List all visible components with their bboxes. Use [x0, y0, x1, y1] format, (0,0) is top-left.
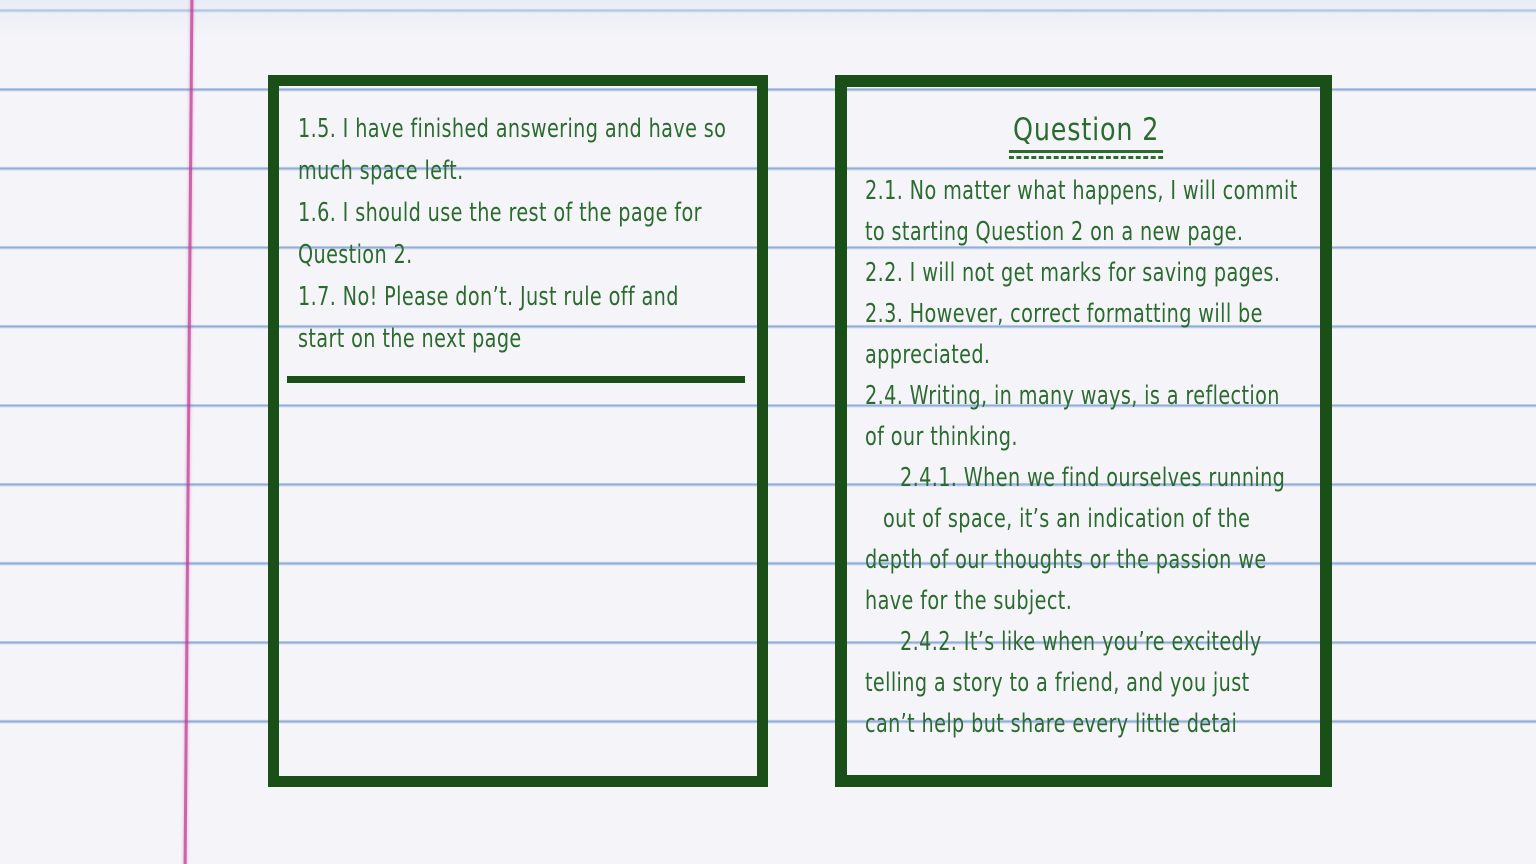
- handwritten-line: can’t help but share every little detai: [865, 709, 1238, 739]
- question1-answer-box: [268, 75, 768, 787]
- handwritten-line: 2.2. I will not get marks for saving pages.: [865, 258, 1281, 288]
- handwritten-line: to starting Question 2 on a new page.: [865, 217, 1244, 247]
- question2-answer-box: [835, 75, 1332, 787]
- handwritten-line: 2.1. No matter what happens, I will commit: [865, 176, 1298, 206]
- handwritten-line: 1.6. I should use the rest of the page for: [298, 198, 702, 228]
- handwritten-line: appreciated.: [865, 340, 991, 370]
- question1-content: [279, 86, 757, 383]
- handwritten-line: 2.4.1. When we find ourselves running: [900, 463, 1286, 493]
- handwritten-line: of our thinking.: [865, 422, 1018, 452]
- handwritten-line: out of space, it’s an indication of the: [883, 504, 1251, 534]
- handwritten-line: telling a story to a friend, and you just: [865, 668, 1250, 698]
- handwritten-line: much space left.: [298, 156, 464, 186]
- handwritten-line: start on the next page: [298, 324, 522, 354]
- rule-off-line: [287, 376, 745, 383]
- handwritten-line: 2.4. Writing, in many ways, is a reflection: [865, 381, 1280, 411]
- handwritten-line: 2.4.2. It’s like when you’re excitedly: [900, 627, 1262, 657]
- handwritten-line: 1.7. No! Please don’t. Just rule off and: [298, 282, 679, 312]
- handwritten-line: 2.3. However, correct formatting will be: [865, 299, 1263, 329]
- question2-heading-underline: [1009, 113, 1163, 159]
- question2-heading-row: [865, 113, 1308, 159]
- margin-rule-line: [184, 0, 194, 864]
- question2-heading: Question 2: [1009, 113, 1163, 153]
- handwritten-line: have for the subject.: [865, 586, 1073, 616]
- handwritten-line: 1.5. I have finished answering and have so: [298, 114, 727, 144]
- question2-content: [847, 87, 1320, 745]
- handwritten-line: depth of our thoughts or the passion we: [865, 545, 1267, 575]
- handwritten-line: Question 2.: [298, 240, 413, 270]
